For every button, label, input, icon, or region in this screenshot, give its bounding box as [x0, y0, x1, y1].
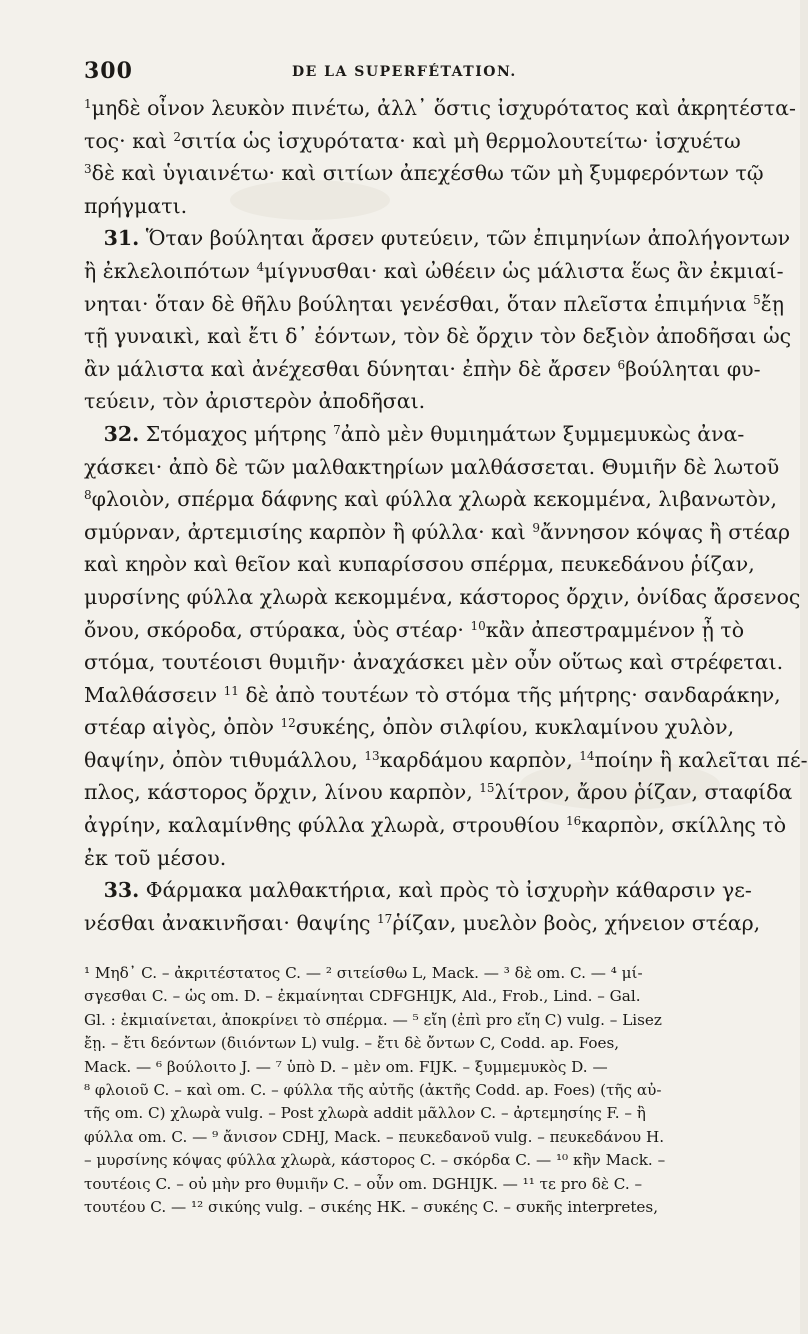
text-run: ἀπὸ μὲν θυμιημάτων ξυμμεμυκὼς ἀνα- [340, 421, 745, 446]
footnote-line: τουτέου C. — ¹² σικύης vulg. – σικέης HK. – συκέης C. – συκῆς interpretes, [84, 1198, 659, 1217]
footnote-ref: 14 [579, 748, 595, 763]
running-title: DE LA SUPERFÉTATION. [292, 64, 517, 80]
footnote-line: τουτέοις C. – οὐ μὴν pro θυμιῆν C. – οὖν om. DGHIJK. — ¹¹ τε pro δὲ C. – [84, 1174, 643, 1193]
text-line [84, 222, 791, 255]
text-line [84, 320, 792, 353]
section-number: 31. [103, 226, 140, 251]
text-line [84, 483, 777, 516]
text-line [84, 288, 785, 321]
footnote-line: σγεσθαι C. – ὡς om. D. – ἐκμαίνηται CDFGHIJK, Ald., Frob., Lind. – Gal. [84, 987, 641, 1006]
text-run: ἄννησον κόψας ἢ στέαρ [540, 519, 791, 544]
text-run: λίτρον, ἄρου ῥίζαν, σταφίδα [494, 780, 793, 805]
text-run: βούληται φυ- [625, 356, 761, 381]
footnote-ref: 8 [84, 488, 92, 503]
text-run: κἂν ἀπεστραμμένον ᾖ τὸ [485, 617, 745, 642]
footnote-ref: 17 [377, 911, 393, 926]
text-run: ὄνου, σκόροδα, στύρακα, ὑὸς στέαρ· [84, 617, 471, 642]
page-number: 300 [84, 58, 133, 84]
footnote-ref: 11 [223, 683, 239, 698]
text-run: ἢ ἐκλελοιπότων [84, 258, 257, 283]
text-line [84, 907, 761, 940]
text-line [84, 581, 801, 614]
text-run: χάσκει· ἀπὸ δὲ τῶν μαλθακτηρίων μαλθάσσεται. Θυμιῆν δὲ λωτοῦ [84, 454, 780, 479]
text-run: ἔῃ [760, 291, 785, 316]
text-run: μηδὲ οἶνον λευκὸν πινέτω, ἀλλ᾽ ὅστις ἰσχυρότατος καὶ ἀκρητέστα- [91, 96, 796, 120]
text-line [84, 385, 724, 418]
section-31 [84, 222, 792, 418]
text-line [84, 614, 745, 647]
footnote-ref: 12 [280, 716, 296, 731]
footnote-ref: 10 [470, 618, 486, 633]
footnote-ref: 3 [84, 162, 92, 177]
text-line [84, 157, 764, 190]
text-line [84, 711, 735, 744]
footnote-line: ⁸ φλοιοῦ C. – καὶ om. C. – φύλλα τῆς αὐτῆς (ἀκτῆς Codd. ap. Foes) (τῆς αὐ- [84, 1081, 662, 1100]
footnote-line: φύλλα om. C. — ⁹ ἄνισον CDHJ, Mack. – πευκεδανοῦ vulg. – πευκεδάνου H. [84, 1127, 665, 1146]
text-line [84, 418, 745, 451]
footnote-line: Gl. : ἐκμιαίνεται, ἀποκρίνει τὸ σπέρμα. — ⁵ εἴη (ἐπὶ pro εἴη C) vulg. – Lisez [84, 1010, 662, 1029]
footnote-ref: 16 [566, 814, 582, 829]
footnote-line: – μυρσίνης κόψας φύλλα χλωρὰ, κάστορος C. – σκόρδα C. — ¹⁰ κἢν Mack. – [84, 1151, 666, 1170]
footnote-ref: 6 [617, 357, 626, 372]
text-line [84, 744, 808, 777]
footnote-ref: 7 [333, 422, 341, 437]
text-run: νηται· ὅταν δὲ θῆλυ βούληται γενέσθαι, ὅταν πλεῖστα ἐπιμήνια [84, 291, 754, 316]
footnote-ref: 13 [364, 748, 380, 763]
text-run: δὲ ἀπὸ τουτέων τὸ στόμα τῆς μήτρης· σανδαράκην, [238, 682, 781, 707]
footnote-ref: 5 [753, 292, 761, 307]
footnote-ref: 4 [256, 259, 265, 274]
text-line [84, 776, 793, 809]
text-line [84, 190, 724, 223]
text-line [84, 874, 752, 907]
text-run: τεύειν, τὸν ἀριστερὸν ἀποδῆσαι. [84, 389, 426, 414]
text-run: σμύρναν, ἀρτεμισίης καρπὸν ἢ φύλλα· καὶ [84, 519, 533, 544]
text-line [84, 92, 796, 125]
text-run: Φάρμακα μαλθακτήρια, καὶ πρὸς τὸ ἰσχυρὴν κάθαρσιν γε- [139, 878, 752, 903]
text-run: συκέης, ὀπὸν σιλφίου, κυκλαμίνου χυλὸν, [295, 715, 735, 740]
text-run: σιτία ὡς ἰσχυρότατα· καὶ μὴ θερμολουτείτω· ἰσχυέτω [181, 128, 741, 153]
text-run: ἐκ τοῦ μέσου. [84, 845, 227, 870]
text-line [84, 451, 780, 484]
text-line [84, 125, 741, 158]
text-line [84, 842, 724, 875]
paragraph-continuation [84, 92, 796, 222]
section-33 [84, 874, 761, 939]
section-32 [84, 418, 808, 874]
text-line [84, 516, 791, 549]
text-run: τῇ γυναικὶ, καὶ ἔτι δ᾽ ἐόντων, τὸν δὲ ὄρχιν τὸν δεξιὸν ἀποδῆσαι ὡς [84, 324, 792, 349]
text-run: νέσθαι ἀνακινῆσαι· θαψίης [84, 910, 378, 935]
text-run: Μαλθάσσειν [84, 682, 224, 707]
text-line [84, 353, 761, 386]
text-run: στόμα, τουτέοισι θυμιῆν· ἀναχάσκει μὲν οὖν οὕτως καὶ στρέφεται. [84, 650, 784, 675]
text-run: Ὅταν βούληται ἄρσεν φυτεύειν, τῶν ἐπιμηνίων ἀπολήγοντων [139, 226, 791, 251]
footnote-line: ¹ Μηδ᾽ C. – ἀκριτέστατος C. — ² σιτείσθω L, Mack. — ³ δὲ om. C. — ⁴ μί- [84, 964, 643, 982]
text-run: καρπὸν, σκίλλης τὸ [581, 813, 787, 838]
footnote-ref: 2 [173, 129, 182, 144]
footnote-ref: 9 [532, 520, 540, 535]
page-header [84, 58, 724, 88]
text-line [84, 646, 784, 679]
text-run: πρήγματι. [84, 193, 188, 218]
text-run: Στόμαχος μήτρης [139, 421, 334, 446]
text-run: θαψίην, ὀπὸν τιθυμάλλου, [84, 747, 365, 772]
text-line [84, 548, 755, 581]
text-run: ποίην ἣ καλεῖται πέ- [594, 747, 808, 772]
text-run: καὶ κηρὸν καὶ θεῖον καὶ κυπαρίσσου σπέρμα, πευκεδάνου ῥίζαν, [84, 552, 755, 577]
section-number: 32. [103, 421, 140, 446]
text-run: μίγνυσθαι· καὶ ὠθέειν ὡς μάλιστα ἕως ἂν ἐκμιαί- [264, 258, 784, 283]
text-line [84, 809, 787, 842]
text-run: τος· καὶ [84, 128, 174, 153]
text-run: μυρσίνης φύλλα χλωρὰ κεκομμένα, κάστορος ὄρχιν, ὀνίδας ἄρσενος [84, 584, 801, 609]
text-run: δὲ καὶ ὑγιαινέτω· καὶ σιτίων ἀπεχέσθω τῶν μὴ ξυμφερόντων τῷ [91, 161, 764, 186]
text-line [84, 679, 781, 712]
text-run: ἂν μάλιστα καὶ ἀνέχεσθαι δύνηται· ἐπὴν δὲ ἄρσεν [84, 356, 618, 381]
text-run: στέαρ αἰγὸς, ὀπὸν [84, 715, 281, 740]
text-run: φλοιὸν, σπέρμα δάφνης καὶ φύλλα χλωρὰ κεκομμένα, λιβανωτὸν, [91, 487, 777, 512]
footnote-line: ἔῃ. – ἔτι δεόντων (διιόντων L) vulg. – ἔτι δὲ ὄντων C, Codd. ap. Foes, [84, 1034, 620, 1053]
text-run: ἀγρίην, καλαμίνθης φύλλα χλωρὰ, στρουθίου [84, 813, 567, 838]
footnote-ref: 15 [479, 781, 495, 796]
text-run: ῥίζαν, μυελὸν βοὸς, χήνειον στέαρ, [392, 910, 761, 935]
text-run: πλος, κάστορος ὄρχιν, λίνου καρπὸν, [84, 780, 480, 805]
footnote-ref: 1 [84, 97, 92, 111]
text-run: καρδάμου καρπὸν, [379, 747, 580, 772]
section-number: 33. [103, 878, 140, 903]
text-line [84, 255, 784, 288]
body-text [84, 92, 808, 939]
footnote-line: Mack. — ⁶ βούλοιτο J. — ⁷ ὑπὸ D. – μὲν om. FIJK. – ξυμμεμυκὸς D. — [84, 1057, 608, 1076]
footnote-line: τῆς om. C) χλωρὰ vulg. – Post χλωρὰ addit μᾶλλον C. – ἀρτεμησίης F. – ἢ [84, 1104, 646, 1123]
footnotes [84, 962, 724, 1219]
